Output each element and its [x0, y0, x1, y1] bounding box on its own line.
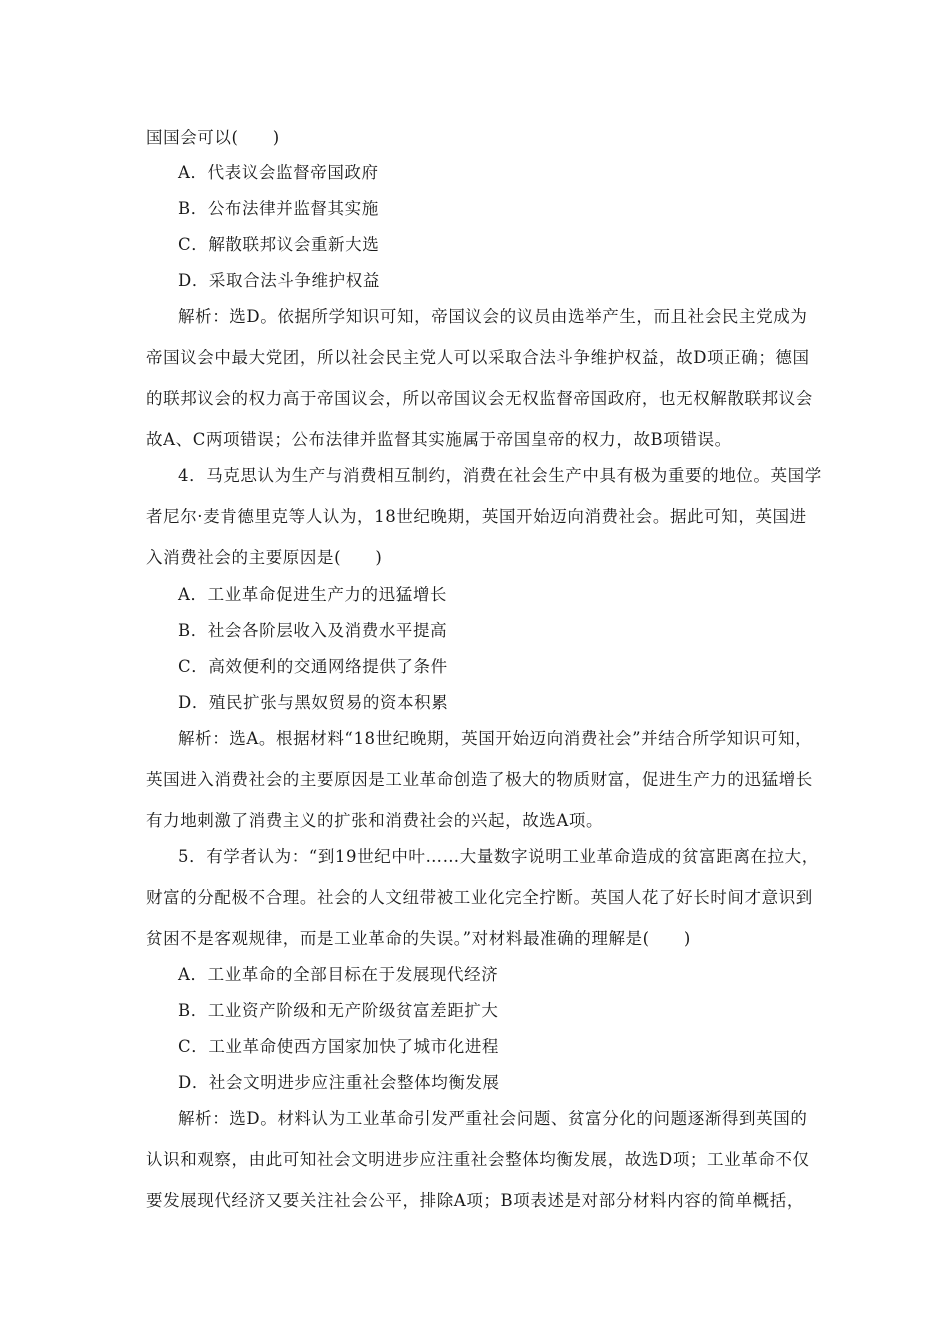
q3-analysis-line: 解析：选D。依据所学知识可知，帝国议会的议员由选举产生，而且社会民主党成为 [178, 307, 808, 326]
question-5-stem: 5．有学者认为：“到19世纪中叶……大量数字说明工业革命造成的贫富距离在拉大， [178, 847, 819, 866]
q3-option-c: C．解散联邦议会重新大选 [178, 235, 380, 254]
q3-option-d: D．采取合法斗争维护权益 [178, 271, 380, 290]
q3-option-b: B．公布法律并监督其实施 [178, 199, 379, 218]
question-4-stem: 者尼尔·麦肯德里克等人认为，18世纪晚期，英国开始迈向消费社会。据此可知，英国进 [146, 507, 807, 526]
question-5-stem: 贫困不是客观规律，而是工业革命的失误。”对材料最准确的理解是( ) [146, 929, 691, 948]
question-4-stem: 4．马克思认为生产与消费相互制约，消费在社会生产中具有极为重要的地位。英国学 [178, 466, 822, 485]
q4-option-c: C．高效便利的交通网络提供了条件 [178, 657, 448, 676]
q4-option-d: D．殖民扩张与黑奴贸易的资本积累 [178, 693, 449, 712]
q5-analysis-line: 认识和观察，由此可知社会文明进步应注重社会整体均衡发展，故选D项；工业革命不仅 [146, 1150, 810, 1169]
q4-option-b: B．社会各阶层收入及消费水平提高 [178, 621, 448, 640]
q5-option-d: D．社会文明进步应注重社会整体均衡发展 [178, 1073, 500, 1092]
q3-analysis-line: 故A、C两项错误；公布法律并监督其实施属于帝国皇帝的权力，故B项错误。 [146, 430, 732, 449]
q5-option-b: B．工业资产阶级和无产阶级贫富差距扩大 [178, 1001, 499, 1020]
q4-option-a: A．工业革命促进生产力的迅猛增长 [178, 585, 448, 604]
q3-option-a: A．代表议会监督帝国政府 [178, 163, 379, 182]
q5-analysis-line: 要发展现代经济又要关注社会公平，排除A项；B项表述是对部分材料内容的简单概括， [146, 1191, 804, 1210]
q5-analysis-line: 解析：选D。材料认为工业革命引发严重社会问题、贫富分化的问题逐渐得到英国的 [178, 1109, 808, 1128]
q4-analysis-line: 英国进入消费社会的主要原因是工业革命创造了极大的物质财富，促进生产力的迅猛增长 [146, 770, 813, 789]
question-3-stem-end: 国国会可以( ) [146, 128, 280, 147]
q3-analysis-line: 的联邦议会的权力高于帝国议会，所以帝国议会无权监督帝国政府，也无权解散联邦议会 [146, 389, 813, 408]
q4-analysis-line: 解析：选A。根据材料“18世纪晚期，英国开始迈向消费社会”并结合所学知识可知， [178, 729, 813, 748]
question-4-stem: 入消费社会的主要原因是( ) [146, 548, 383, 567]
q4-analysis-line: 有力地刺激了消费主义的扩张和消费社会的兴起，故选A项。 [146, 811, 604, 830]
q5-option-a: A．工业革命的全部目标在于发展现代经济 [178, 965, 499, 984]
q3-analysis-line: 帝国议会中最大党团，所以社会民主党人可以采取合法斗争维护权益，故D项正确；德国 [146, 348, 810, 367]
q5-option-c: C．工业革命使西方国家加快了城市化进程 [178, 1037, 500, 1056]
question-5-stem: 财富的分配极不合理。社会的人文纽带被工业化完全拧断。英国人花了好长时间才意识到 [146, 888, 813, 907]
